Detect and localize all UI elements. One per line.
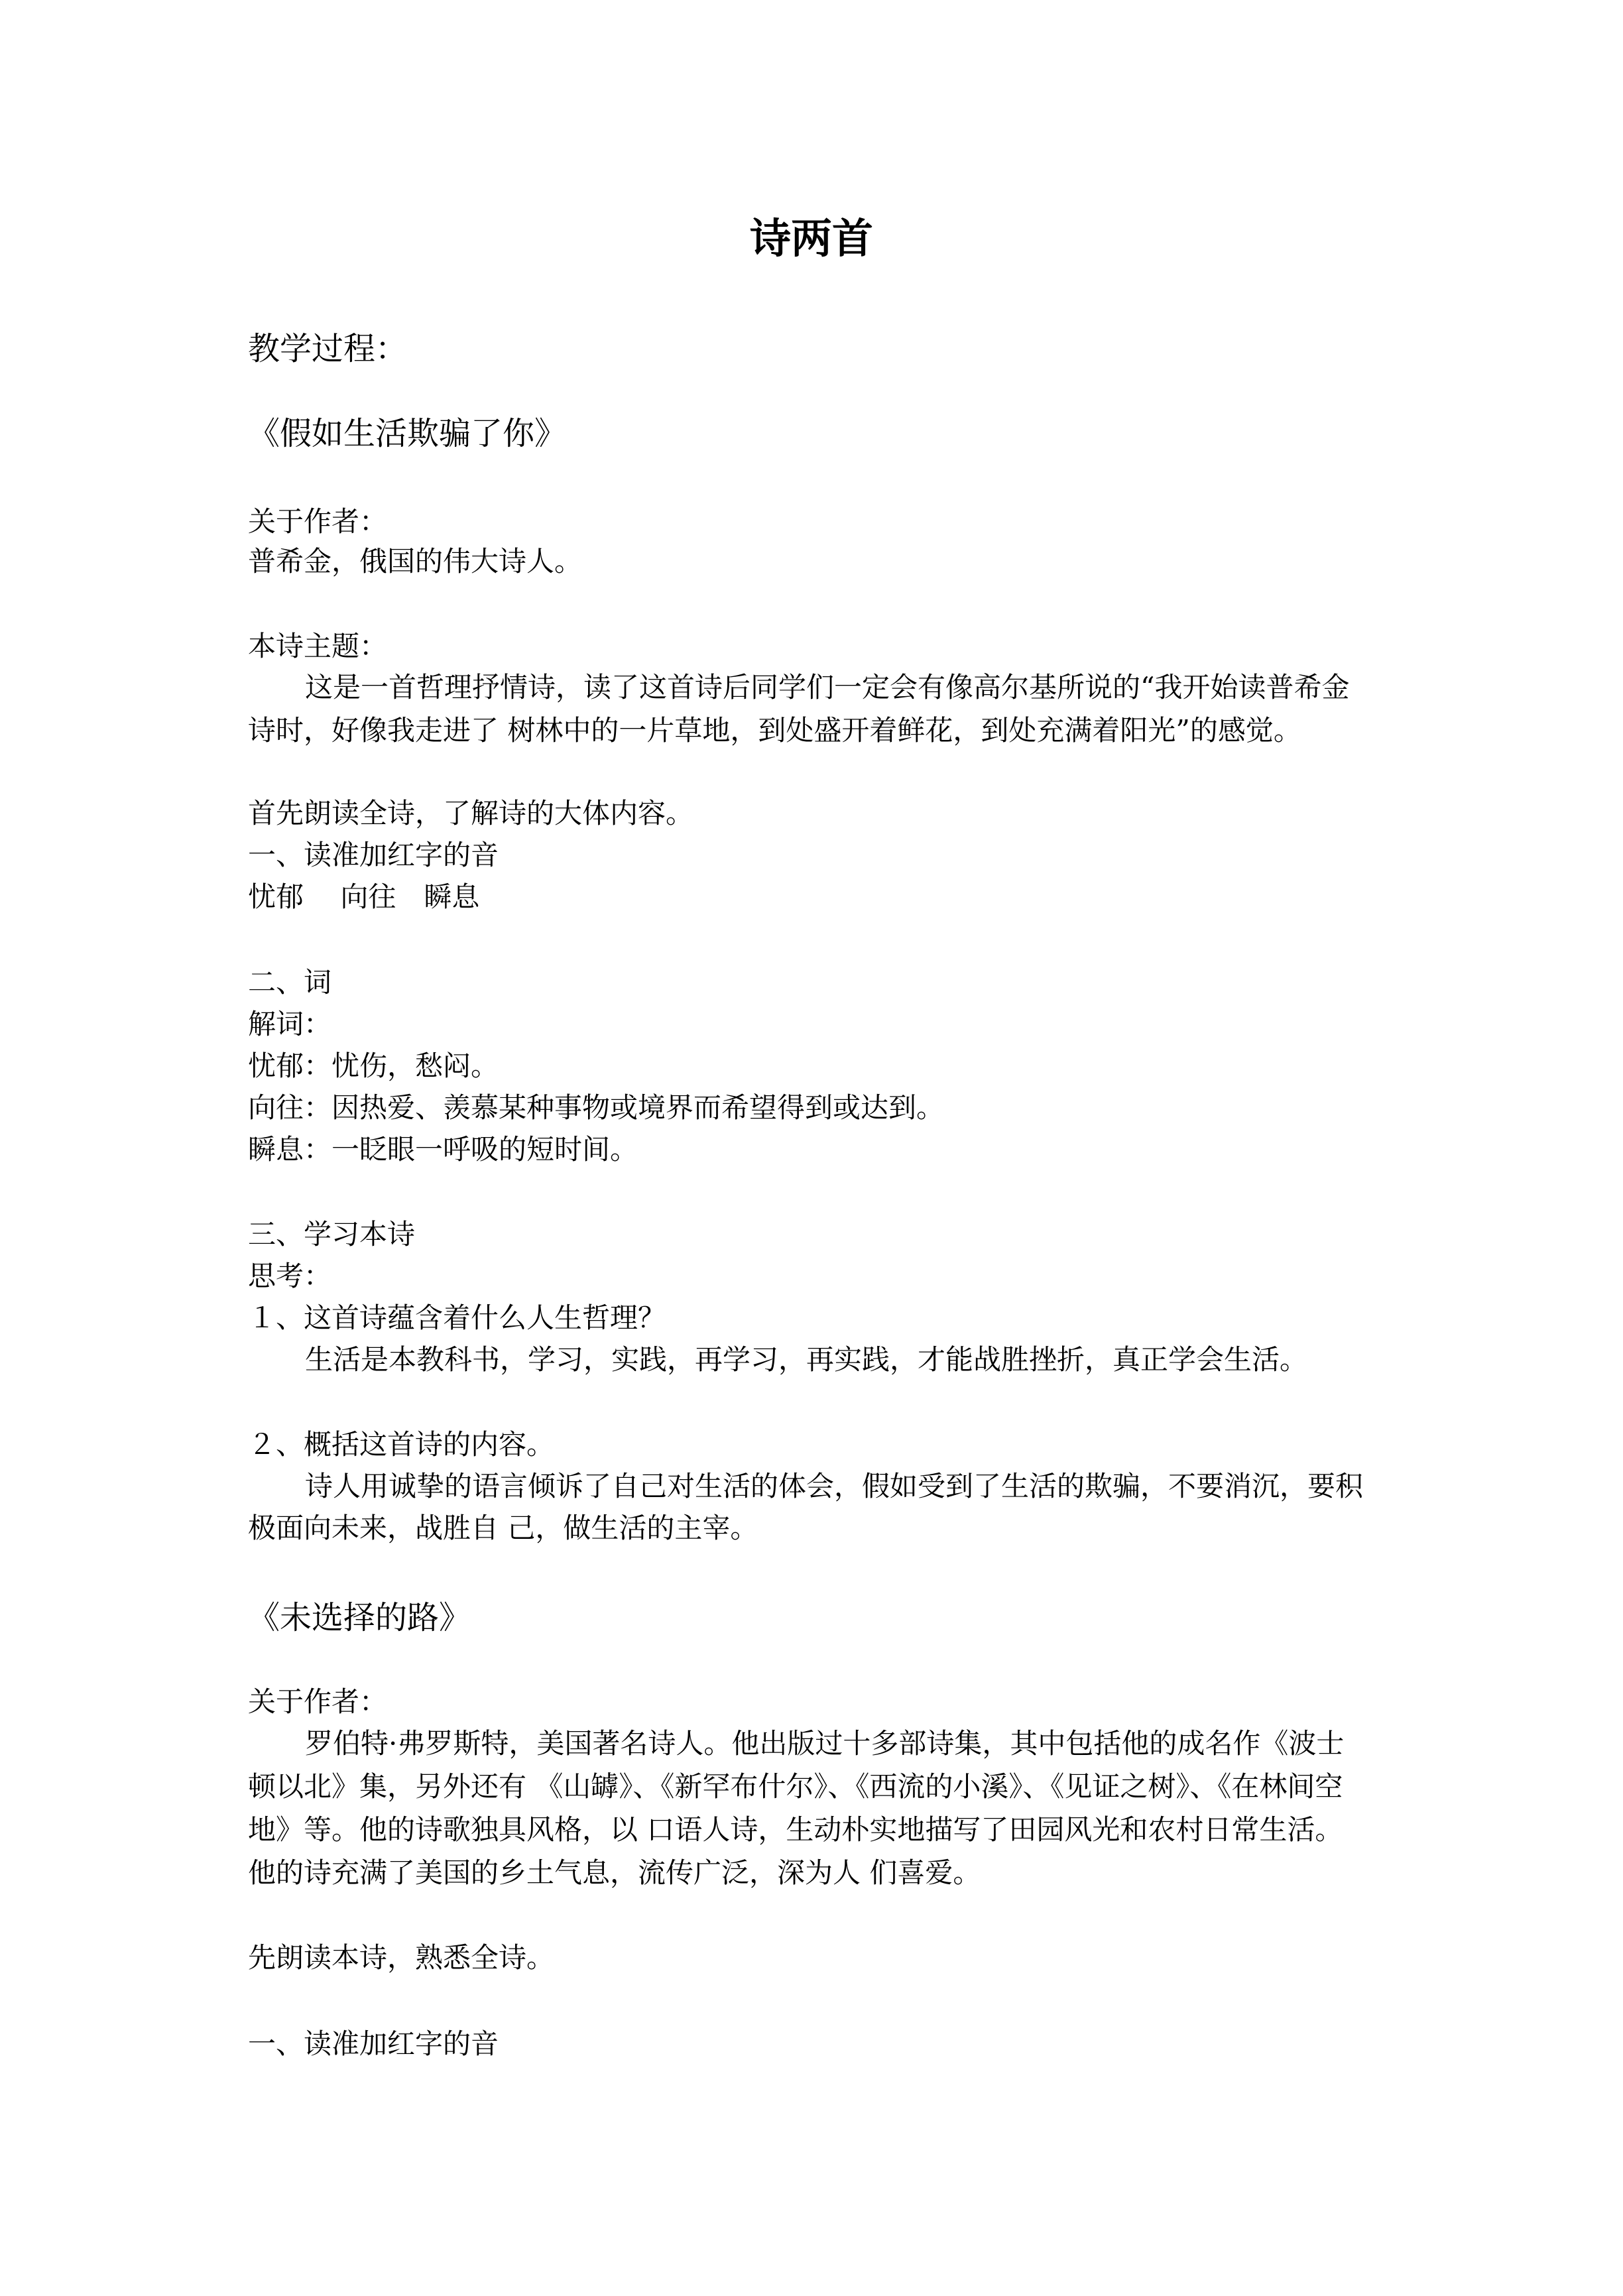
poem1-q1: １、这首诗蕴含着什么人生哲理？ bbox=[248, 1301, 666, 1334]
poem1-theme-line2: 诗时，好像我走进了 树林中的一片草地，到处盛开着鲜花，到处充满着阳光”的感觉。 bbox=[248, 714, 1301, 747]
poem2-author-line1: 罗伯特·弗罗斯特，美国著名诗人。他出版过十多部诗集，其中包括他的成名作《波士 bbox=[305, 1727, 1345, 1760]
poem2-author-label: 关于作者： bbox=[248, 1685, 388, 1718]
poem1-sec2-label: 解词： bbox=[248, 1008, 332, 1040]
poem1-theme-line1: 这是一首哲理抒情诗，读了这首诗后同学们一定会有像高尔基所说的“我开始读普希金 bbox=[305, 671, 1350, 703]
process-heading: 教学过程： bbox=[248, 330, 408, 367]
poem1-sec2-heading: 二、词 bbox=[248, 966, 332, 998]
poem2-sec1-heading: 一、读准加红字的音 bbox=[248, 2027, 499, 2060]
poem2-read-intro: 先朗读本诗，熟悉全诗。 bbox=[248, 1941, 555, 1974]
poem1-sec1-words: 忧郁 向往 瞬息 bbox=[248, 880, 480, 913]
poem1-sec1-heading: 一、读准加红字的音 bbox=[248, 839, 499, 871]
poem1-author-text: 普希金，俄国的伟大诗人。 bbox=[248, 545, 583, 577]
poem1-heading: 《假如生活欺骗了你》 bbox=[248, 415, 567, 452]
page-title: 诗两首 bbox=[749, 214, 873, 263]
poem1-author-label: 关于作者： bbox=[248, 505, 388, 538]
poem1-a2-line1: 诗人用诚挚的语言倾诉了自己对生活的体会，假如受到了生活的欺骗，不要消沉，要积 bbox=[305, 1470, 1364, 1502]
poem1-think-label: 思考： bbox=[248, 1260, 332, 1292]
poem2-heading: 《未选择的路》 bbox=[248, 1599, 471, 1636]
poem1-def3: 瞬息：一眨眼一呼吸的短时间。 bbox=[248, 1133, 638, 1166]
poem1-def2: 向往：因热爱、羡慕某种事物或境界而希望得到或达到。 bbox=[248, 1091, 945, 1124]
poem1-q2: ２、概括这首诗的内容。 bbox=[248, 1428, 555, 1461]
poem1-a1: 生活是本教科书，学习，实践，再学习，再实践，才能战胜挫折，真正学会生活。 bbox=[305, 1343, 1308, 1376]
poem2-author-line3: 地》等。他的诗歌独具风格，以 口语人诗，生动朴实地描写了田园风光和农村日常生活。 bbox=[248, 1813, 1343, 1846]
poem2-author-line4: 他的诗充满了美国的乡土气息，流传广泛，深为人 们喜爱。 bbox=[248, 1856, 981, 1889]
poem1-a2-line2: 极面向未来，战胜自 己，做生活的主宰。 bbox=[248, 1512, 758, 1544]
poem1-def1: 忧郁：忧伤，愁闷。 bbox=[248, 1050, 499, 1082]
poem1-read-intro: 首先朗读全诗，了解诗的大体内容。 bbox=[248, 797, 694, 829]
poem1-theme-label: 本诗主题： bbox=[248, 630, 388, 662]
poem2-author-line2: 顿以北》集，另外还有 《山罅》、《新罕布什尔》、《西流的小溪》、《见证之树》、《在林间空 bbox=[248, 1770, 1343, 1803]
poem1-sec3-heading: 三、学习本诗 bbox=[248, 1218, 416, 1250]
